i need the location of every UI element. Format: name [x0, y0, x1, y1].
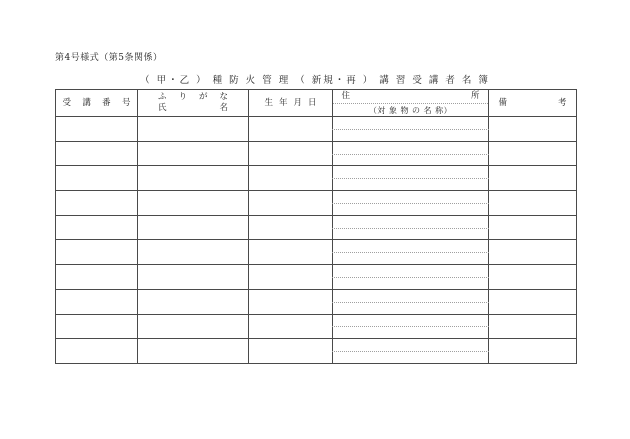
cell-birth-date — [249, 117, 333, 142]
cell-name — [138, 314, 249, 339]
header-target-property-label: （対 象 物 の 名 称） — [368, 105, 453, 115]
cell-address — [333, 289, 489, 314]
header-name — [138, 90, 249, 117]
cell-name — [138, 141, 249, 166]
cell-birth-date — [249, 314, 333, 339]
cell-address — [333, 117, 489, 142]
table-row — [56, 240, 577, 265]
header-attendance-number-label: 受 講 番 号 — [62, 97, 131, 108]
cell-attendance-number — [56, 215, 138, 240]
cell-remarks — [489, 166, 577, 191]
cell-attendance-number — [56, 191, 138, 216]
address-divider-line — [332, 351, 489, 352]
cell-birth-date — [249, 289, 333, 314]
cell-remarks — [489, 117, 577, 142]
table-row — [56, 191, 577, 216]
header-remarks-label: 備 考 — [498, 97, 567, 108]
cell-attendance-number — [56, 240, 138, 265]
cell-address — [333, 166, 489, 191]
cell-address — [333, 141, 489, 166]
table-row — [56, 215, 577, 240]
address-divider-line — [332, 302, 489, 303]
cell-name — [138, 191, 249, 216]
header-address-label: 住 所 — [341, 91, 480, 101]
cell-address — [333, 240, 489, 265]
cell-address — [333, 339, 489, 364]
header-address-upper — [333, 90, 488, 104]
cell-address — [333, 215, 489, 240]
table-row — [56, 289, 577, 314]
cell-remarks — [489, 289, 577, 314]
cell-name — [138, 265, 249, 290]
table-row — [56, 117, 577, 142]
header-birth-date — [249, 90, 333, 117]
cell-birth-date — [249, 191, 333, 216]
cell-birth-date — [249, 265, 333, 290]
cell-attendance-number — [56, 117, 138, 142]
cell-address — [333, 314, 489, 339]
address-divider-line — [332, 154, 489, 155]
table-row — [56, 314, 577, 339]
cell-remarks — [489, 141, 577, 166]
form-number-label: 第4号様式（第5条関係） — [55, 53, 163, 63]
address-divider-line — [332, 326, 489, 327]
cell-birth-date — [249, 215, 333, 240]
table-header-row — [56, 90, 577, 117]
page-title: （ 甲・乙 ） 種 防 火 管 理 （ 新規・再 ） 講 習 受 講 者 名 簿 — [140, 75, 490, 86]
header-attendance-number — [56, 90, 138, 117]
address-divider-line — [332, 203, 489, 204]
attendee-roster-table — [55, 89, 577, 364]
cell-name — [138, 339, 249, 364]
table-row — [56, 265, 577, 290]
cell-attendance-number — [56, 265, 138, 290]
header-birth-date-label: 生 年 月 日 — [264, 97, 317, 108]
cell-name — [138, 289, 249, 314]
cell-birth-date — [249, 240, 333, 265]
address-divider-line — [332, 228, 489, 229]
cell-attendance-number — [56, 339, 138, 364]
table-row — [56, 141, 577, 166]
cell-remarks — [489, 314, 577, 339]
cell-attendance-number — [56, 166, 138, 191]
cell-name — [138, 117, 249, 142]
header-address — [333, 90, 489, 117]
cell-birth-date — [249, 339, 333, 364]
cell-remarks — [489, 339, 577, 364]
cell-name — [138, 215, 249, 240]
address-divider-line — [332, 178, 489, 179]
cell-attendance-number — [56, 289, 138, 314]
header-remarks — [489, 90, 577, 117]
cell-address — [333, 191, 489, 216]
address-divider-line — [332, 277, 489, 278]
table-row — [56, 339, 577, 364]
cell-remarks — [489, 265, 577, 290]
table-row — [56, 166, 577, 191]
cell-attendance-number — [56, 314, 138, 339]
cell-remarks — [489, 191, 577, 216]
cell-remarks — [489, 240, 577, 265]
address-divider-line — [332, 252, 489, 253]
table-body — [56, 117, 577, 364]
cell-remarks — [489, 215, 577, 240]
cell-birth-date — [249, 141, 333, 166]
header-furigana-label: ふ り が な — [158, 92, 228, 102]
cell-name — [138, 240, 249, 265]
cell-address — [333, 265, 489, 290]
cell-attendance-number — [56, 141, 138, 166]
cell-birth-date — [249, 166, 333, 191]
cell-name — [138, 166, 249, 191]
header-name-label: 氏 名 — [158, 103, 228, 113]
address-divider-line — [332, 129, 489, 130]
